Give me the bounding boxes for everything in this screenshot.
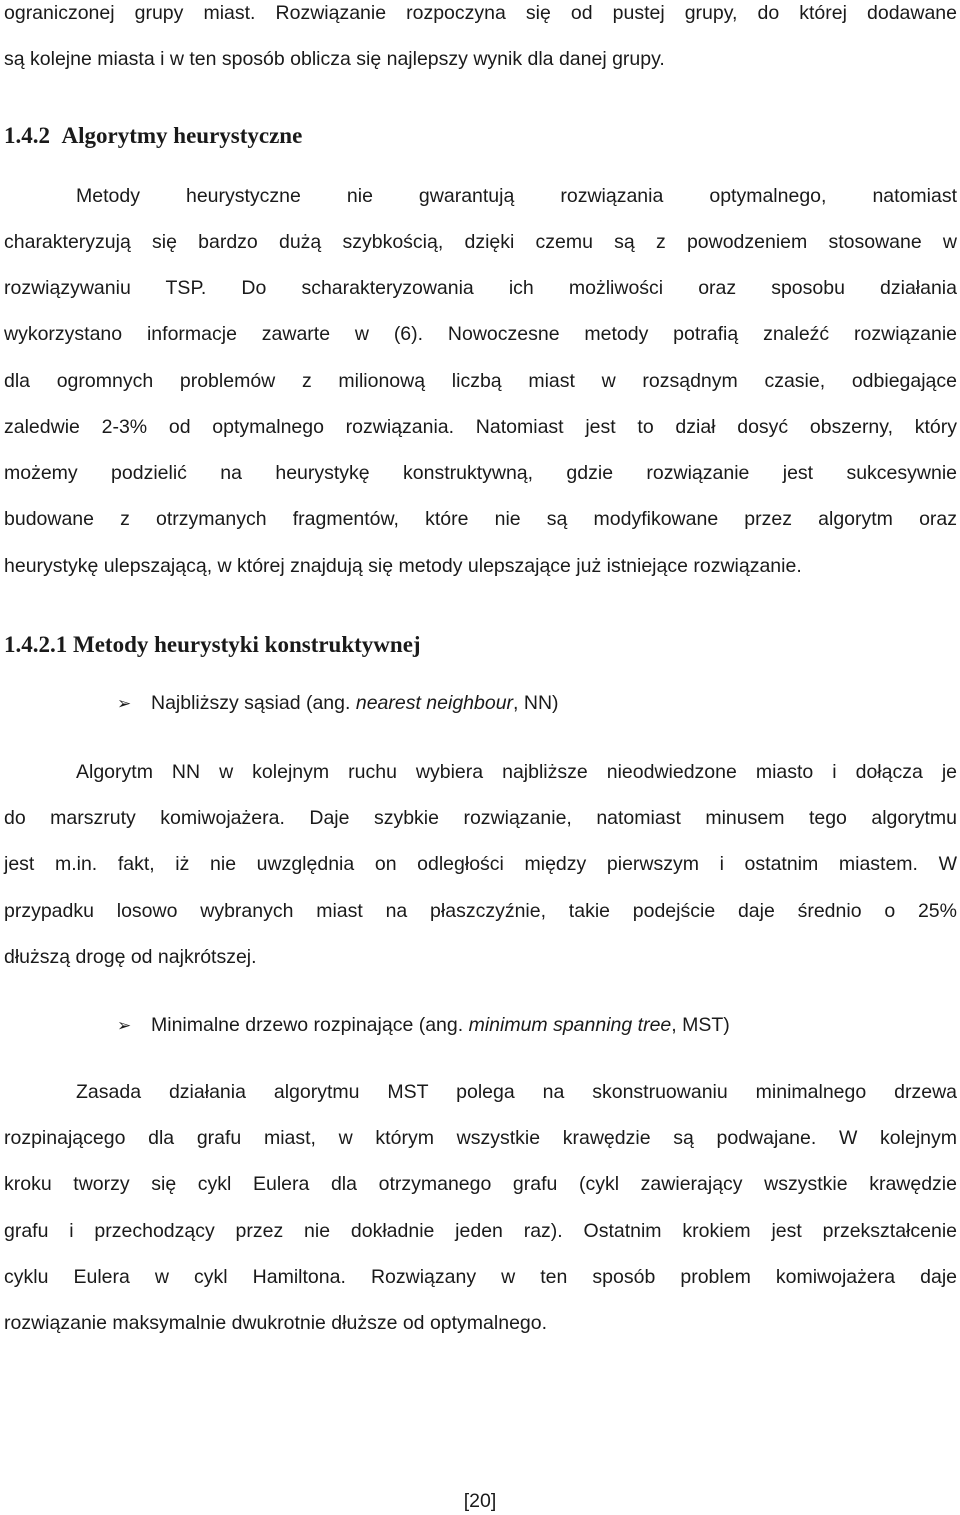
paragraph-line: Zasada działania algorytmu MST polega na skonstruowaniu minimalnego drzewa <box>76 1081 957 1103</box>
bullet-item-nearest-neighbour <box>117 690 559 717</box>
paragraph-line: Metody heurystyczne nie gwarantują rozwiązania optymalnego, natomiast <box>76 185 957 207</box>
arrow-right-icon: ➢ <box>117 694 132 714</box>
bullet-term-italic: minimum spanning tree <box>468 1014 672 1036</box>
paragraph-line: zaledwie 2-3% od optymalnego rozwiązania. Natomiast jest to dział dosyć obszerny, który <box>4 416 957 438</box>
paragraph-line: Algorytm NN w kolejnym ruchu wybiera najbliższe nieodwiedzone miasto i dołącza je <box>76 761 957 783</box>
paragraph-line: wykorzystano informacje zawarte w (6). Nowoczesne metody potrafią znaleźć rozwiązanie <box>4 323 957 345</box>
bullet-text: Najbliższy sąsiad (ang. <box>151 692 356 714</box>
section-number: 1.4.2 <box>4 123 50 148</box>
paragraph-line: rozwiązywaniu TSP. Do scharakteryzowania ich możliwości oraz sposobu działania <box>4 277 957 299</box>
bullet-text: Minimalne drzewo rozpinające (ang. <box>151 1014 469 1036</box>
paragraph-line: jest m.in. fakt, iż nie uwzględnia on odległości między pierwszym i ostatnim miastem. W <box>4 853 957 875</box>
bullet-term-italic: nearest neighbour <box>355 692 514 714</box>
page-number: [20] <box>463 1490 497 1512</box>
subsection-title: Metody heurystyki konstruktywnej <box>73 632 421 657</box>
paragraph-line: dłuższą drogę od najkrótszej. <box>4 946 257 968</box>
section-heading <box>4 122 302 150</box>
paragraph-line: przypadku losowo wybranych miast na płaszczyźnie, takie podejście daje średnio o 25% <box>4 900 957 922</box>
section-title: Algorytmy heurystyczne <box>61 123 303 148</box>
bullet-item-minimum-spanning-tree <box>117 1012 730 1039</box>
paragraph-line: kroku tworzy się cykl Eulera dla otrzymanego grafu (cykl zawierający wszystkie krawędzie <box>4 1173 957 1195</box>
paragraph-line: ograniczonej grupy miast. Rozwiązanie rozpoczyna się od pustej grupy, do której dodawane <box>4 2 957 24</box>
paragraph-line: cyklu Eulera w cykl Hamiltona. Rozwiązany w ten sposób problem komiwojażera daje <box>4 1266 957 1288</box>
paragraph-line: są kolejne miasta i w ten sposób oblicza się najlepszy wynik dla danej grupy. <box>4 48 665 70</box>
paragraph-line: rozwiązanie maksymalnie dwukrotnie dłuższe od optymalnego. <box>4 1312 548 1334</box>
paragraph-line: grafu i przechodzący przez nie dokładnie jeden raz). Ostatnim krokiem jest przekształcenie <box>4 1220 957 1242</box>
subsection-heading <box>4 631 421 659</box>
arrow-right-icon: ➢ <box>117 1016 132 1036</box>
paragraph-line: charakteryzują się bardzo dużą szybkością, dzięki czemu są z powodzeniem stosowane w <box>4 231 957 253</box>
paragraph-line: dla ogromnych problemów z milionową liczbą miast w rozsądnym czasie, odbiegające <box>4 370 957 392</box>
paragraph-line: budowane z otrzymanych fragmentów, które nie są modyfikowane przez algorytm oraz <box>4 508 957 530</box>
paragraph-line: możemy podzielić na heurystykę konstruktywną, gdzie rozwiązanie jest sukcesywnie <box>4 462 957 484</box>
paragraph-line: heurystykę ulepszającą, w której znajdują się metody ulepszające już istniejące rozwiązanie. <box>4 555 802 577</box>
bullet-text-suffix: , MST) <box>671 1014 730 1036</box>
subsection-number: 1.4.2.1 <box>4 632 68 657</box>
paragraph-line: do marszruty komiwojażera. Daje szybkie rozwiązanie, natomiast minusem tego algorytmu <box>4 807 957 829</box>
paragraph-line: rozpinającego dla grafu miast, w którym wszystkie krawędzie są podwajane. W kolejnym <box>4 1127 957 1149</box>
bullet-text-suffix: , NN) <box>513 692 559 714</box>
